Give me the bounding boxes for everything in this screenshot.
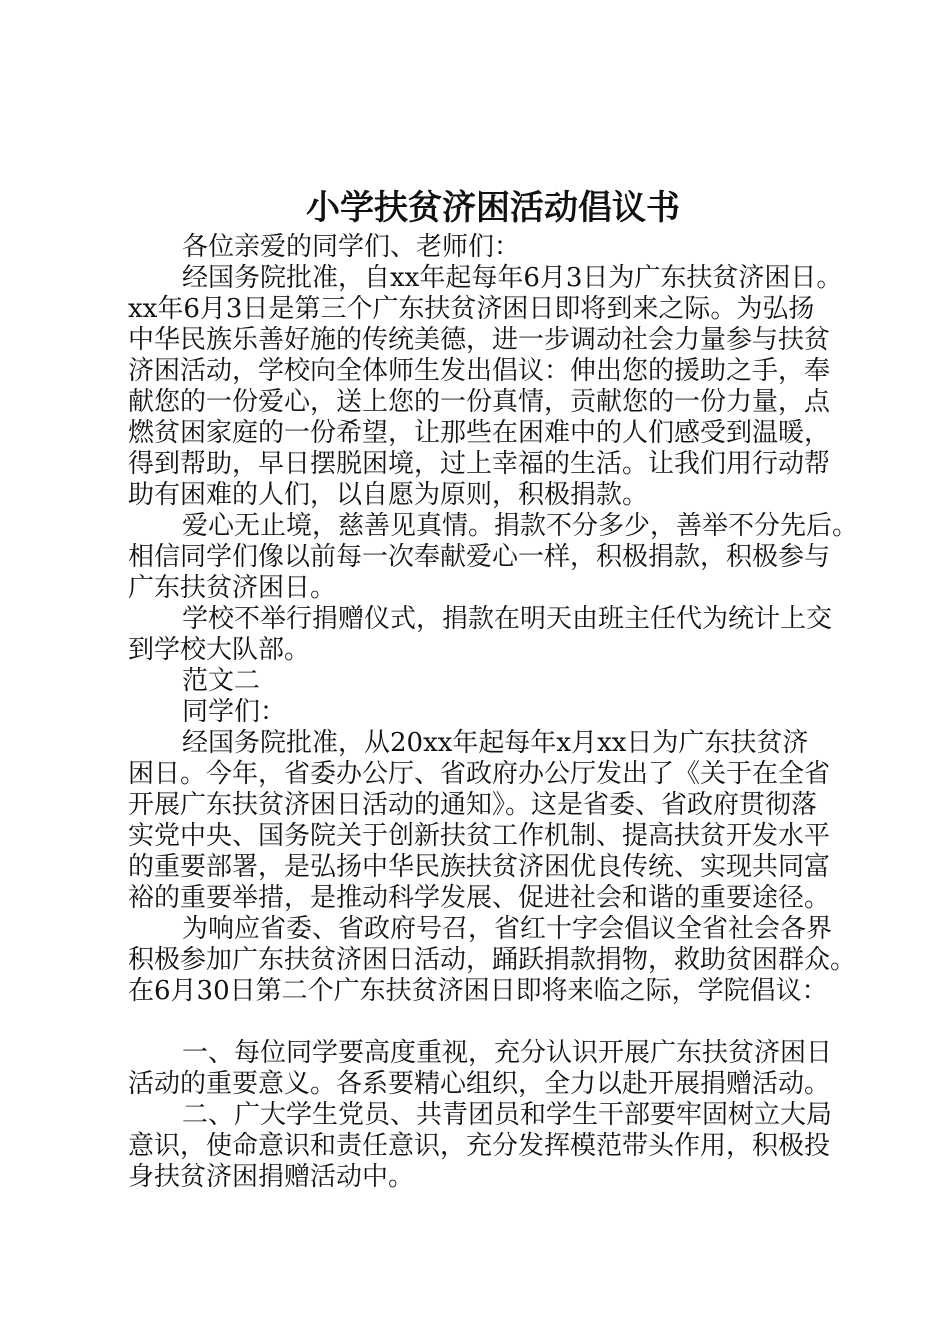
body-line: 身扶贫济困捐赠活动中。 (128, 1162, 415, 1192)
body-line: 到学校大队部。 (128, 635, 311, 665)
body-line: 实党中央、国务院关于创新扶贫工作机制、提高扶贫开发水平 (128, 821, 831, 851)
body-line: 裕的重要举措，是推动科学发展、促进社会和谐的重要途径。 (128, 883, 831, 913)
body-line: 各位亲爱的同学们、老师们： (182, 232, 521, 262)
body-line: 意识，使命意识和责任意识，充分发挥模范带头作用，积极投 (128, 1131, 831, 1161)
body-line: 得到帮助，早日摆脱困境，过上幸福的生活。让我们用行动帮 (128, 449, 831, 479)
body-line: 困日。今年，省委办公厅、省政府办公厅发出了《关于在全省 (128, 759, 831, 789)
body-line: 学校不举行捐赠仪式，捐款在明天由班主任代为统计上交 (182, 604, 833, 634)
body-line: 爱心无止境，慈善见真情。捐款不分多少，善举不分先后。 (182, 511, 859, 541)
body-line: 经国务院批准，自xx年起每年6月3日为广东扶贫济困日。 (182, 263, 843, 293)
document-body (128, 232, 859, 1193)
document-title: 小学扶贫济困活动倡议书 (306, 188, 680, 228)
body-line: 为响应省委、省政府号召，省红十字会倡议全省社会各界 (182, 914, 833, 944)
body-line: xx年6月3日是第三个广东扶贫济困日即将到来之际。为弘扬 (128, 294, 815, 324)
body-line: 献您的一份爱心，送上您的一份真情，贡献您的一份力量，点 (128, 387, 831, 417)
body-line: 二、广大学生党员、共青团员和学生干部要牢固树立大局 (182, 1100, 833, 1130)
body-line: 燃贫困家庭的一份希望，让那些在困难中的人们感受到温暖， (128, 418, 831, 448)
blank-line (128, 1007, 852, 1038)
body-line: 的重要部署，是弘扬中华民族扶贫济困优良传统、实现共同富 (128, 852, 831, 882)
body-line: 在6月30日第二个广东扶贫济困日即将来临之际，学院倡议： (128, 976, 828, 1006)
body-line: 同学们： (182, 697, 287, 727)
body-line: 活动的重要意义。各系要精心组织，全力以赴开展捐赠活动。 (128, 1069, 831, 1099)
body-line: 一、每位同学要高度重视，充分认识开展广东扶贫济困日 (182, 1038, 833, 1068)
body-line: 范文二 (182, 666, 261, 696)
body-line: 广东扶贫济困日。 (128, 573, 337, 603)
body-line: 相信同学们像以前每一次奉献爱心一样，积极捐款，积极参与 (128, 542, 831, 572)
body-line: 济困活动，学校向全体师生发出倡议：伸出您的援助之手，奉 (128, 356, 831, 386)
body-line: 经国务院批准，从20xx年起每年x月xx日为广东扶贫济 (182, 728, 809, 758)
body-line: 积极参加广东扶贫济困日活动，踊跃捐款捐物，救助贫困群众。 (128, 945, 857, 975)
document-page (128, 186, 859, 1193)
body-line: 中华民族乐善好施的传统美德，进一步调动社会力量参与扶贫 (128, 325, 831, 355)
body-line: 助有困难的人们，以自愿为原则，积极捐款。 (128, 480, 649, 510)
body-line: 开展广东扶贫济困日活动的通知》。这是省委、省政府贯彻落 (128, 790, 818, 820)
